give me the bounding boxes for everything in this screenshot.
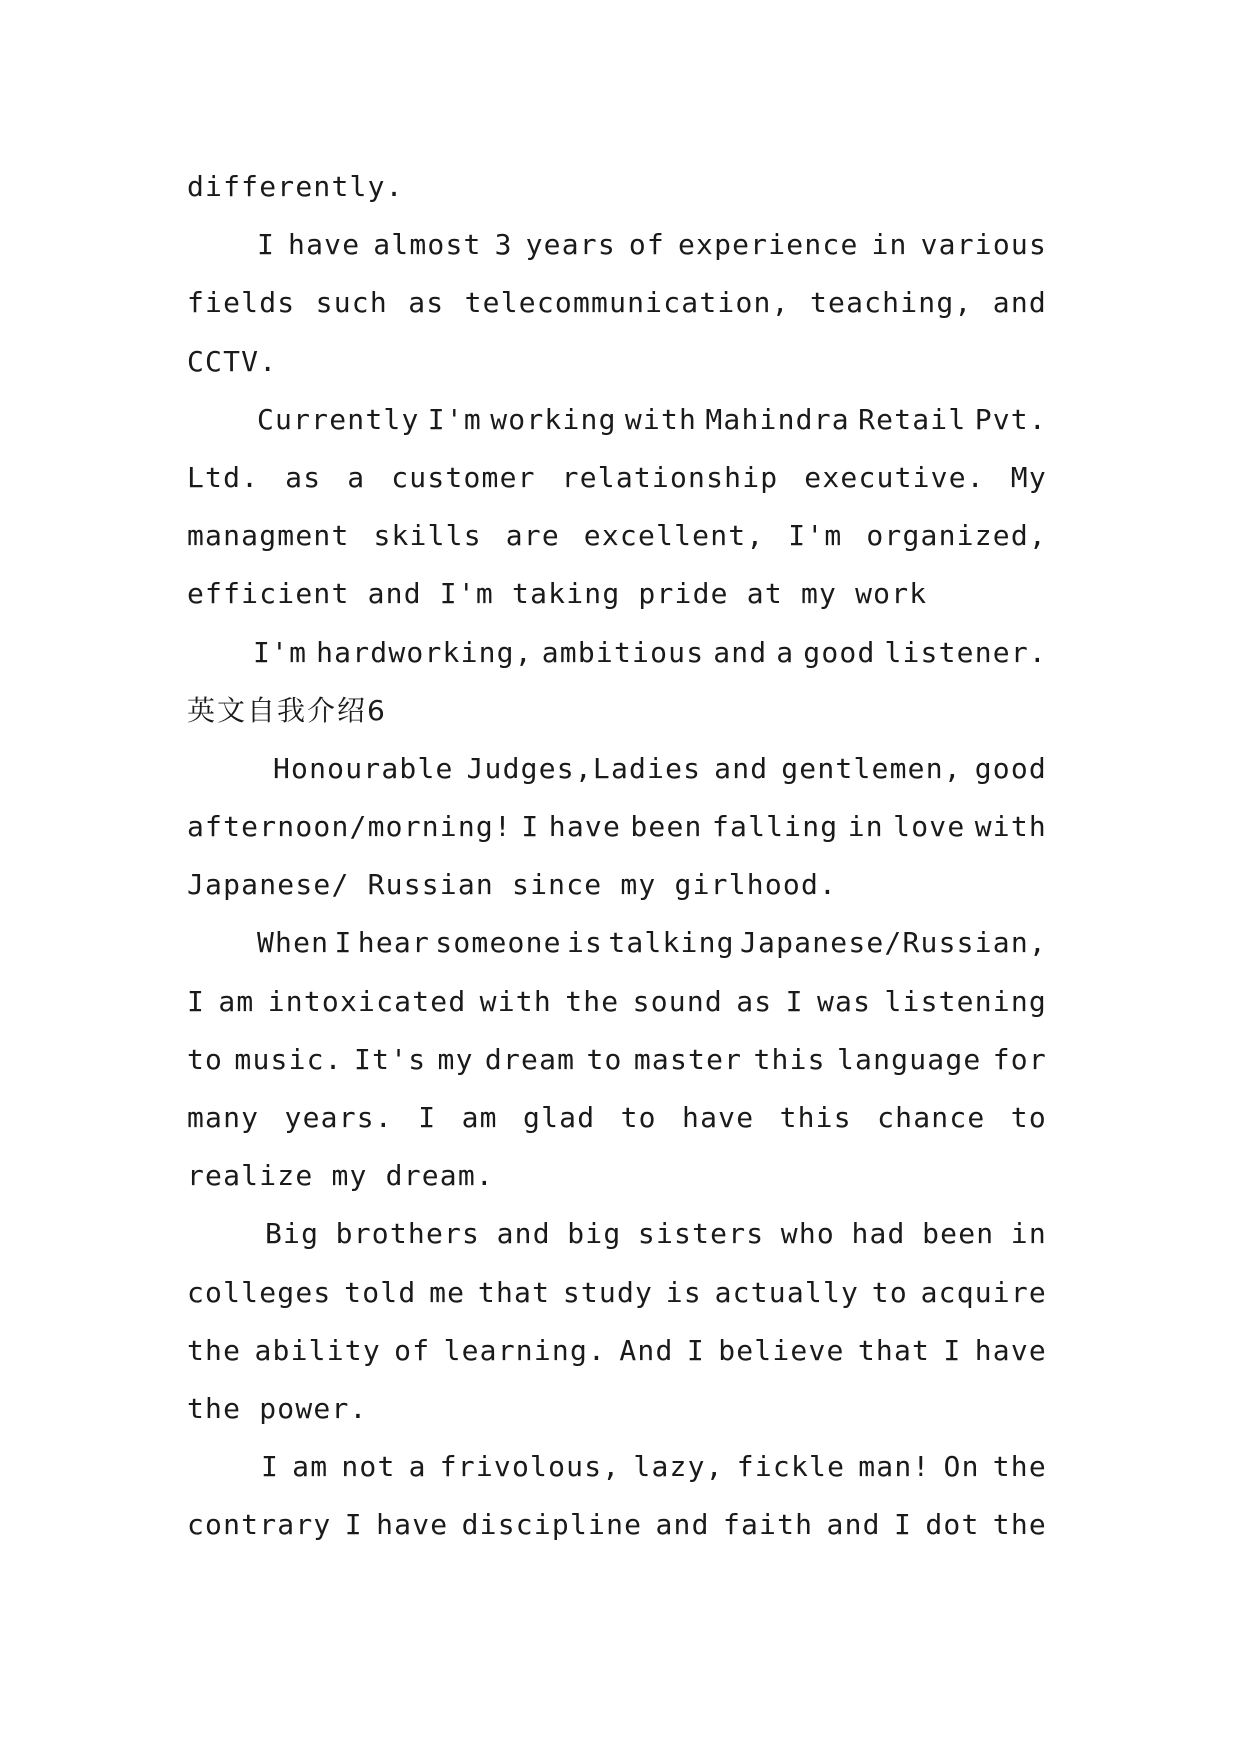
text-line: realize my dream. — [187, 1159, 494, 1193]
word: years — [525, 228, 616, 262]
word: I — [261, 1450, 280, 1484]
word: with — [479, 984, 552, 1018]
word: and — [655, 1508, 710, 1542]
word: many — [187, 1101, 260, 1134]
word: and — [714, 751, 769, 785]
word: Judges,Ladies — [466, 751, 702, 785]
word: I — [521, 810, 540, 844]
word: that — [477, 1275, 551, 1309]
word: lazy, — [633, 1450, 724, 1484]
word: this — [779, 1101, 852, 1134]
word: have — [682, 1101, 755, 1134]
word: to — [586, 1042, 623, 1076]
word: master — [633, 1042, 743, 1076]
word: almost — [373, 228, 482, 262]
word: dream — [484, 1042, 576, 1076]
word: On — [943, 1450, 980, 1484]
word: telecommunication, — [464, 286, 790, 320]
word: faith — [722, 1508, 814, 1542]
word: someone — [435, 926, 562, 960]
word: music. — [234, 1042, 343, 1076]
word: fields — [187, 286, 296, 320]
word: my — [437, 1042, 474, 1076]
text-line: differently. — [187, 170, 404, 203]
word: been — [630, 810, 703, 844]
text-line — [187, 274, 1047, 332]
word: hardworking, — [316, 635, 533, 669]
word: as — [408, 286, 445, 320]
word: customer — [391, 460, 536, 494]
word: in — [847, 810, 884, 844]
word: good — [803, 635, 876, 669]
word: sound — [632, 984, 723, 1018]
word: Pvt. — [974, 402, 1047, 436]
text-line: efficient and I'm taking pride at my work — [187, 577, 928, 611]
word: frivolous, — [439, 1450, 621, 1484]
word: and — [496, 1217, 551, 1251]
word: the — [187, 1333, 242, 1367]
word: am — [461, 1101, 498, 1134]
text-line — [187, 1264, 1047, 1322]
word: am — [292, 1450, 329, 1484]
word: chance — [877, 1101, 986, 1134]
word: listener. — [884, 635, 1047, 669]
word: managment — [187, 519, 350, 553]
word: not — [341, 1450, 396, 1484]
word: me — [429, 1275, 466, 1309]
word: fickle — [736, 1450, 846, 1484]
word: actually — [714, 1275, 860, 1309]
word: believe — [718, 1333, 845, 1367]
word: for — [992, 1042, 1047, 1076]
word: man! — [858, 1450, 931, 1484]
word: to — [871, 1275, 908, 1309]
word: skills — [373, 519, 482, 553]
text-line — [187, 1438, 1047, 1496]
word: and — [713, 635, 768, 669]
word: Honourable — [273, 751, 454, 785]
word: this — [753, 1042, 826, 1076]
word: Retail — [858, 402, 967, 436]
word: organized, — [866, 519, 1047, 553]
word: that — [857, 1333, 931, 1367]
word: of — [394, 1333, 431, 1367]
word: to — [1010, 1101, 1047, 1134]
word: learning. — [443, 1333, 607, 1367]
word: I — [344, 1508, 363, 1542]
text-line — [187, 507, 1047, 565]
text-line — [187, 740, 1047, 798]
word: excellent, — [583, 519, 765, 553]
word: Currently — [257, 402, 420, 436]
word: When — [257, 926, 330, 960]
word: a — [408, 1450, 427, 1484]
word: told — [344, 1275, 417, 1309]
word: falling — [711, 810, 839, 844]
word: to — [187, 1042, 224, 1076]
word: I — [893, 1508, 913, 1542]
text-line: CCTV. — [187, 344, 278, 378]
word: I — [418, 1101, 437, 1134]
word: ambitious — [541, 635, 705, 669]
word: various — [920, 228, 1047, 262]
word: was — [816, 984, 872, 1018]
word: I — [785, 984, 804, 1018]
word: the — [992, 1450, 1047, 1484]
text-line — [187, 391, 1047, 449]
word: big — [567, 1217, 622, 1251]
word: I'm — [788, 519, 843, 553]
word: Big — [265, 1217, 320, 1251]
word: acquire — [920, 1275, 1047, 1309]
word: glad — [523, 1101, 596, 1134]
word: executive. — [804, 460, 985, 494]
word: Japanese/Russian, — [739, 926, 1047, 960]
word: And — [619, 1333, 674, 1367]
word: contrary — [187, 1508, 332, 1542]
word: I — [686, 1333, 705, 1367]
word: in — [871, 228, 908, 262]
word: dot — [925, 1508, 980, 1542]
text-line — [187, 1322, 1047, 1380]
word: love — [893, 810, 966, 844]
word: with — [624, 402, 698, 436]
text-line: Japanese/ Russian since my girlhood. — [187, 868, 838, 902]
word: have — [288, 228, 361, 262]
word: ability — [254, 1333, 381, 1367]
word: listening — [884, 984, 1047, 1018]
word: and — [826, 1508, 881, 1542]
text-line: the power. — [187, 1391, 368, 1425]
word: a — [776, 635, 795, 669]
word: a — [347, 460, 366, 494]
text-line — [187, 973, 1047, 1031]
word: I — [943, 1333, 962, 1367]
word: teaching, — [809, 286, 973, 320]
word: to — [620, 1101, 657, 1134]
word: discipline — [461, 1508, 643, 1542]
word: It's — [354, 1042, 427, 1076]
text-line — [187, 216, 1047, 274]
text-line — [187, 798, 1047, 856]
word: good — [974, 751, 1047, 785]
word: colleges — [187, 1275, 332, 1309]
word: are — [505, 519, 560, 553]
word: who — [780, 1217, 835, 1251]
word: talking — [608, 926, 735, 960]
word: hear — [357, 926, 431, 960]
text-line — [187, 1089, 1047, 1147]
document-page — [187, 158, 1047, 1555]
word: I'm — [427, 402, 482, 436]
word: the — [565, 984, 620, 1018]
word: experience — [677, 228, 859, 262]
word: as — [736, 984, 773, 1018]
text-line — [187, 1031, 1047, 1089]
text-line — [187, 914, 1047, 972]
word: had — [851, 1217, 906, 1251]
word: study — [562, 1275, 654, 1309]
word: gentlemen, — [781, 751, 962, 785]
word: is — [566, 926, 604, 960]
word: intoxicated — [267, 984, 467, 1018]
word: am — [218, 984, 255, 1018]
text-line — [187, 624, 1047, 682]
word: I'm — [253, 635, 308, 669]
word: I — [187, 984, 206, 1018]
word: have — [376, 1508, 449, 1542]
text-line — [187, 449, 1047, 507]
word: years. — [284, 1101, 393, 1134]
word: is — [665, 1275, 702, 1309]
word: with — [974, 810, 1047, 844]
text-line — [187, 1205, 1047, 1263]
word: working — [490, 402, 617, 436]
word: the — [992, 1508, 1047, 1542]
word: afternoon/morning! — [187, 810, 513, 844]
word: have — [974, 1333, 1047, 1367]
word: and — [992, 286, 1047, 320]
word: I — [334, 926, 353, 960]
word: 3 — [494, 228, 513, 262]
word: as — [285, 460, 322, 494]
word: have — [548, 810, 622, 844]
word: brothers — [335, 1217, 481, 1251]
word: I — [257, 228, 276, 262]
text-line — [187, 1496, 1047, 1554]
word: My — [1010, 460, 1047, 494]
word: relationship — [561, 460, 779, 494]
word: sisters — [637, 1217, 765, 1251]
word: been — [922, 1217, 995, 1251]
section-heading: 英文自我介绍6 — [187, 693, 387, 727]
word: language — [836, 1042, 982, 1076]
word: such — [315, 286, 388, 320]
word: Mahindra — [705, 402, 850, 436]
word: of — [628, 228, 665, 262]
word: in — [1010, 1217, 1047, 1251]
word: Ltd. — [187, 460, 260, 494]
